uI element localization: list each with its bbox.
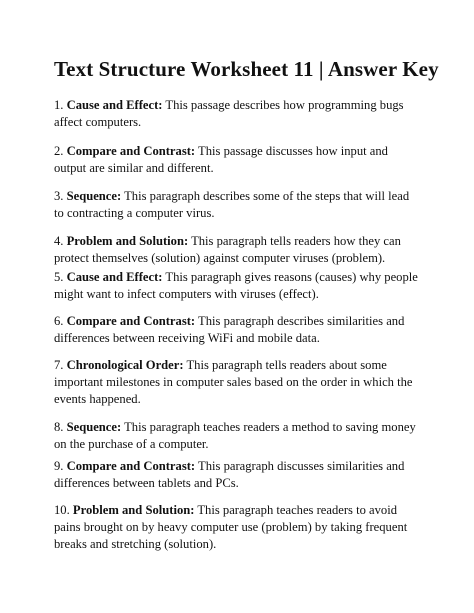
- answer-item-3: [54, 188, 422, 222]
- answer-item-7: [54, 357, 422, 408]
- item-explanation: This passage discusses how input and output are similar and different.: [54, 144, 388, 175]
- item-explanation: This paragraph describes some of the steps that will lead to contracting a computer virus.: [54, 189, 410, 220]
- item-explanation: This paragraph tells readers about some important milestones in computer sales based on the order in which the events happened.: [54, 358, 413, 406]
- answer-item-8: [54, 419, 422, 453]
- item-explanation: This paragraph describes similarities and differences between receiving WiFi and mobile data.: [54, 314, 405, 345]
- item-structure-type: Sequence:: [66, 420, 122, 434]
- item-number: 8.: [54, 420, 64, 434]
- item-explanation: This paragraph teaches readers a method to saving money on the purchase of a computer.: [54, 420, 416, 451]
- item-number: 1.: [54, 98, 64, 112]
- item-structure-type: Problem and Solution:: [66, 234, 189, 248]
- item-structure-type: Chronological Order:: [66, 358, 184, 372]
- item-number: 10.: [54, 503, 70, 517]
- item-number: 6.: [54, 314, 64, 328]
- item-structure-type: Compare and Contrast:: [66, 459, 196, 473]
- answer-item-6: [54, 313, 422, 347]
- item-structure-type: Compare and Contrast:: [66, 314, 196, 328]
- item-number: 7.: [54, 358, 64, 372]
- item-number: 5.: [54, 270, 64, 284]
- item-number: 4.: [54, 234, 64, 248]
- item-number: 9.: [54, 459, 64, 473]
- answer-item-5: [54, 269, 422, 303]
- answer-item-1: [54, 97, 422, 131]
- answer-item-9: [54, 458, 422, 492]
- item-number: 2.: [54, 144, 64, 158]
- item-explanation: This paragraph teaches readers to avoid pains brought on by heavy computer use (problem) by taking frequent breaks and stretching (solution).: [54, 503, 408, 551]
- item-explanation: This passage describes how programming bugs affect computers.: [54, 98, 404, 129]
- item-structure-type: Problem and Solution:: [72, 503, 195, 517]
- page-title: Text Structure Worksheet 11 | Answer Key: [54, 57, 439, 81]
- item-structure-type: Compare and Contrast:: [66, 144, 196, 158]
- answer-item-4: [54, 233, 422, 267]
- answer-item-2: [54, 143, 422, 177]
- item-explanation: This paragraph tells readers how they can protect themselves (solution) against computer viruses (problem).: [54, 234, 401, 265]
- item-structure-type: Sequence:: [66, 189, 122, 203]
- answer-item-10: [54, 502, 422, 553]
- item-explanation: This paragraph discusses similarities and differences between tablets and PCs.: [54, 459, 405, 490]
- item-structure-type: Cause and Effect:: [66, 98, 163, 112]
- item-structure-type: Cause and Effect:: [66, 270, 163, 284]
- item-number: 3.: [54, 189, 64, 203]
- item-explanation: This paragraph gives reasons (causes) why people might want to infect computers with viruses (effect).: [54, 270, 418, 301]
